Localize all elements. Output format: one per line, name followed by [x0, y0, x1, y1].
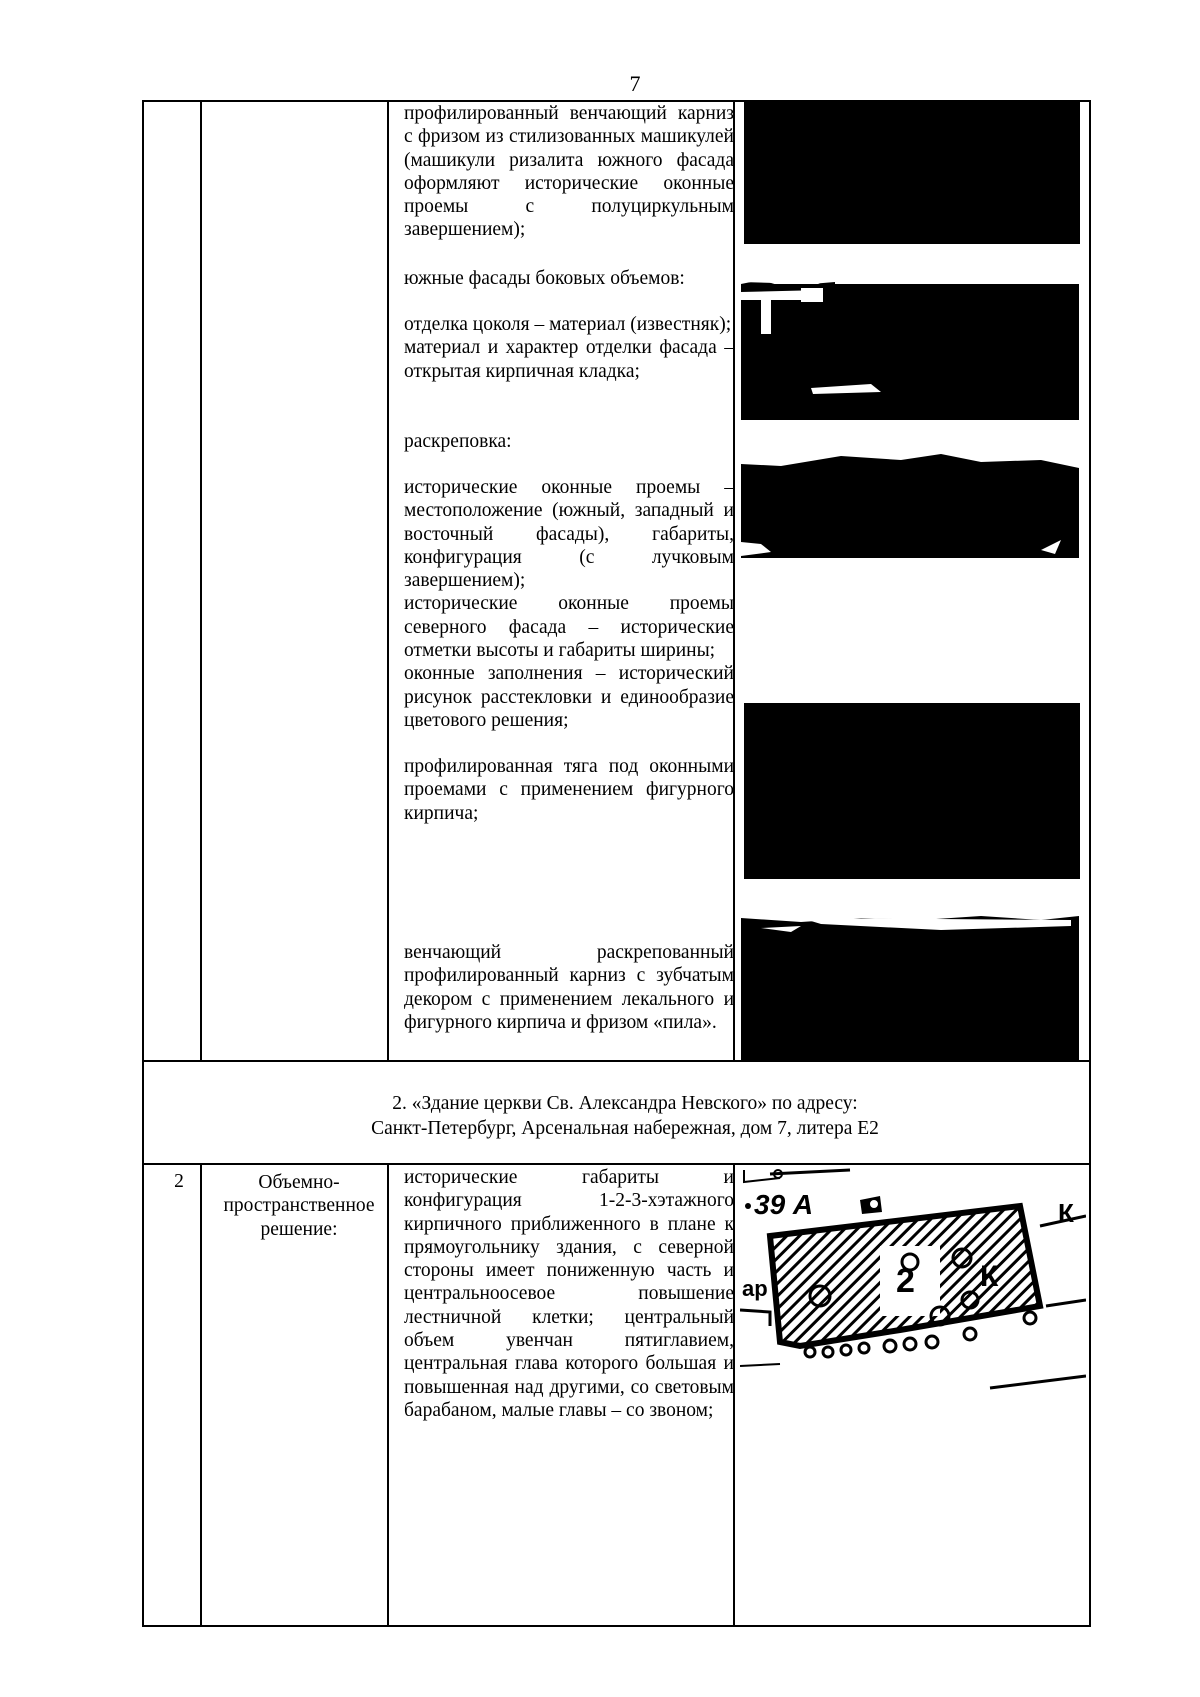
section2-title — [150, 1091, 1100, 1141]
table2-row-label: Объемно-пространственное решение: — [223, 1172, 375, 1240]
text-string-course: профилированная тяга под оконными проемами с применением фигурного кирпича; — [404, 756, 734, 824]
text-block-rustication — [404, 430, 734, 453]
photo-crowning-cornice — [741, 906, 1079, 1060]
text-window-fillings: оконные заполнения – исторический рисунок расстекловки и единообразие цветового решения; — [404, 663, 734, 731]
text-block-windows — [404, 476, 734, 732]
table2-row-number: 2 — [174, 1171, 184, 1192]
table2-col-line-4 — [1089, 1163, 1091, 1627]
map-label-39a: 39 А — [754, 1189, 814, 1220]
map-label-ar: ар — [742, 1276, 768, 1301]
text-windows-north: исторические оконные проемы северного фасада – исторические отметки высоты и габариты ширины; — [404, 593, 734, 662]
section2-title-line1 — [150, 1091, 1100, 1116]
text-block-cornice — [404, 102, 734, 242]
text-crowning-cornice: венчающий раскрепованный профилированный карниз с зубчатым декором с применением лекального и фигурного кирпича и фризом «пила». — [404, 942, 734, 1033]
table2-top-border — [142, 1163, 1091, 1165]
text-cornice: профилированный венчающий карниз с фризом из стилизованных машикулей (машикули ризалита южного фасада оформляют исторические оконные проемы с полуциркульным завершением); — [404, 103, 734, 241]
photo-cornice — [744, 100, 1080, 244]
table1-col-line-4 — [1089, 100, 1091, 1062]
photo-rustication — [741, 446, 1079, 562]
site-plan-map — [740, 1166, 1086, 1406]
table2-description: исторические габариты и конфигурация 1-2-3-хэтажного кирпичного приближенного в плане к прямоугольнику здания, с северной стороны имеет пониженную часть и центральноосевое повышение лестничной клетки; центральный объем увенчан пятиглавием, центральная глава которого большая и повышенная над другими, со световым барабаном, малые главы – со звоном; — [404, 1167, 734, 1421]
text-windows-south: исторические оконные проемы – местоположение (южный, западный и восточный фасады), габариты, конфигурация (с лучковым завершением); — [404, 477, 734, 592]
section2-title-text1: «Здание церкви Св. Александра Невского» по адресу: — [411, 1093, 858, 1114]
section2-title-line2: Санкт-Петербург, Арсенальная набережная, дом 7, литера Е2 — [371, 1118, 879, 1139]
text-block-crowning-cornice — [404, 941, 734, 1034]
map-label-number: 2 — [896, 1262, 915, 1300]
table1-col-line-1 — [200, 100, 202, 1062]
map-label-k: К — [980, 1260, 999, 1293]
text-south-facades: южные фасады боковых объемов: — [404, 268, 685, 289]
text-block-plinth — [404, 313, 734, 383]
text-block-string-course — [404, 755, 734, 825]
text-rustication: раскреповка: — [404, 431, 512, 452]
table1-bottom-border — [142, 1060, 1091, 1062]
section2-left-border — [142, 1060, 144, 1164]
table2-description-block — [404, 1166, 734, 1422]
map-label-k2: К — [1058, 1198, 1074, 1228]
text-brickwork: материал и характер отделки фасада – открытая кирпичная кладка; — [404, 337, 734, 382]
table2-col-line-0 — [142, 1163, 144, 1627]
table1-col-line-2 — [387, 100, 389, 1062]
text-block-south-facades — [404, 267, 734, 290]
table2-col-line-1 — [200, 1163, 202, 1627]
section2-number: 2. — [392, 1093, 407, 1114]
photo-windows — [744, 703, 1080, 879]
photo-south-facade — [741, 270, 1079, 420]
table1-col-line-0 — [142, 100, 144, 1062]
text-plinth: отделка цоколя – материал (известняк); — [404, 314, 732, 335]
page-number: 7 — [629, 71, 641, 96]
table2-bottom-border — [142, 1625, 1091, 1627]
